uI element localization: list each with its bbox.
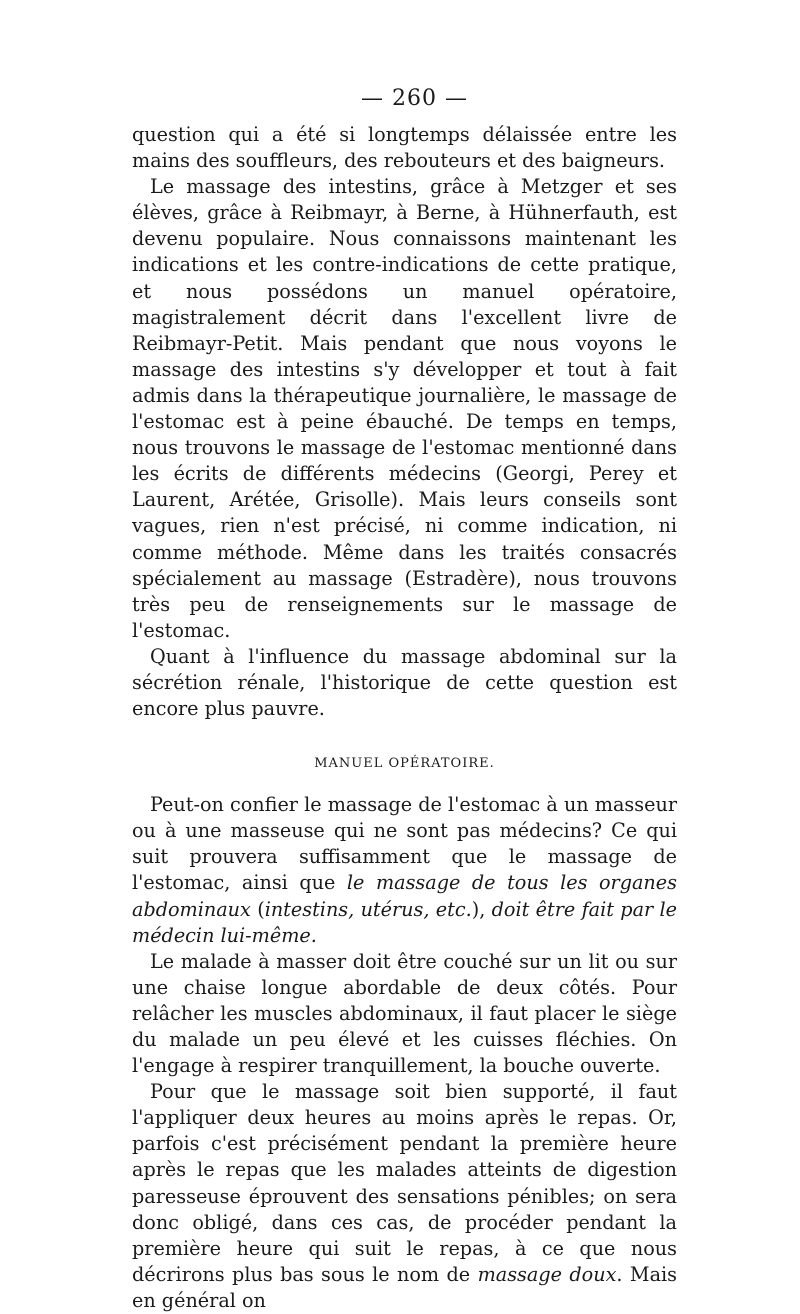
page-number: — 260 —	[361, 86, 468, 111]
paragraph-timing	[132, 1079, 677, 1314]
paragraph-intestines-massage: Le massage des intestins, grâce à Metzger et ses élèves, grâce à Reibmayr, à Berne, à Hühnerfauth, est devenu populaire. Nous connaissons maintenant les indications et les contre-indications de cette pratique, et nous possédons un manuel opératoire, magistralement décrit dans l'excellent livre de Reibmayr-Petit. Mais pendant que nous voyons le massage des intestins s'y développer et tout à fait admis dans la thérapeutique journalière, le massage de l'estomac est à peine ébauché. De temps en temps, nous trouvons le massage de l'estomac mentionné dans les écrits de différents médecins (Georgi, Perey et Laurent, Arétée, Grisolle). Mais leurs conseils sont vagues, rien n'est précisé, ni comme indication, ni comme méthode. Même dans les traités consacrés spécialement au massage (Estradère), nous trouvons très peu de renseignements sur le massage de l'estomac.	[132, 175, 677, 642]
italic-run: massage doux	[477, 1262, 617, 1286]
text-run: Peut-on confier le massage de l'estomac à un masseur ou à une masseuse qui ne sont pas médecins? Ce qui suit prouvera suffisamment que le massage de l'estomac, ainsi que	[132, 793, 677, 895]
section-heading: MANUEL OPÉRATOIRE.	[314, 756, 495, 772]
paragraph-patient-position: Le malade à masser doit être couché sur un lit ou sur une chaise longue abordable de deux côtés. Pour relâcher les muscles abdominaux, il faut placer le siège du malade un peu élevé et les cuisses fléchies. On l'engage à respirer tranquillement, la bouche ouverte.	[132, 949, 677, 1078]
paragraph-renal-secretion: Quant à l'influence du massage abdominal sur la sécrétion rénale, l'historique de cette question est encore plus pauvre.	[132, 644, 677, 721]
text-run: Pour que le massage soit bien supporté, il faut l'appliquer deux heures au moins après le repas. Or, parfois c'est précisément pendant la première heure après le repas que les malades atteints de digestion paresseuse éprouvent des sensations pénibles; on sera donc obligé, dans ces cas, de procéder pendant la première heure qui suit le repas, à ce que nous décrirons plus bas sous le nom de	[132, 1080, 677, 1286]
italic-run: intestins, utérus, etc.	[264, 897, 472, 921]
paragraph-continuation: question qui a été si longtemps délaissée entre les mains des souffleurs, des rebouteurs et des baigneurs.	[132, 123, 677, 173]
italic-run: doit être fait par le médecin lui-même.	[132, 897, 677, 947]
text-run: (	[250, 897, 265, 921]
text-run: ),	[471, 897, 492, 921]
italic-run: le massage de tous les organes abdominaux	[132, 871, 677, 921]
text-run: . Mais en général on	[132, 1262, 677, 1312]
paragraph-who-massages	[132, 792, 677, 949]
